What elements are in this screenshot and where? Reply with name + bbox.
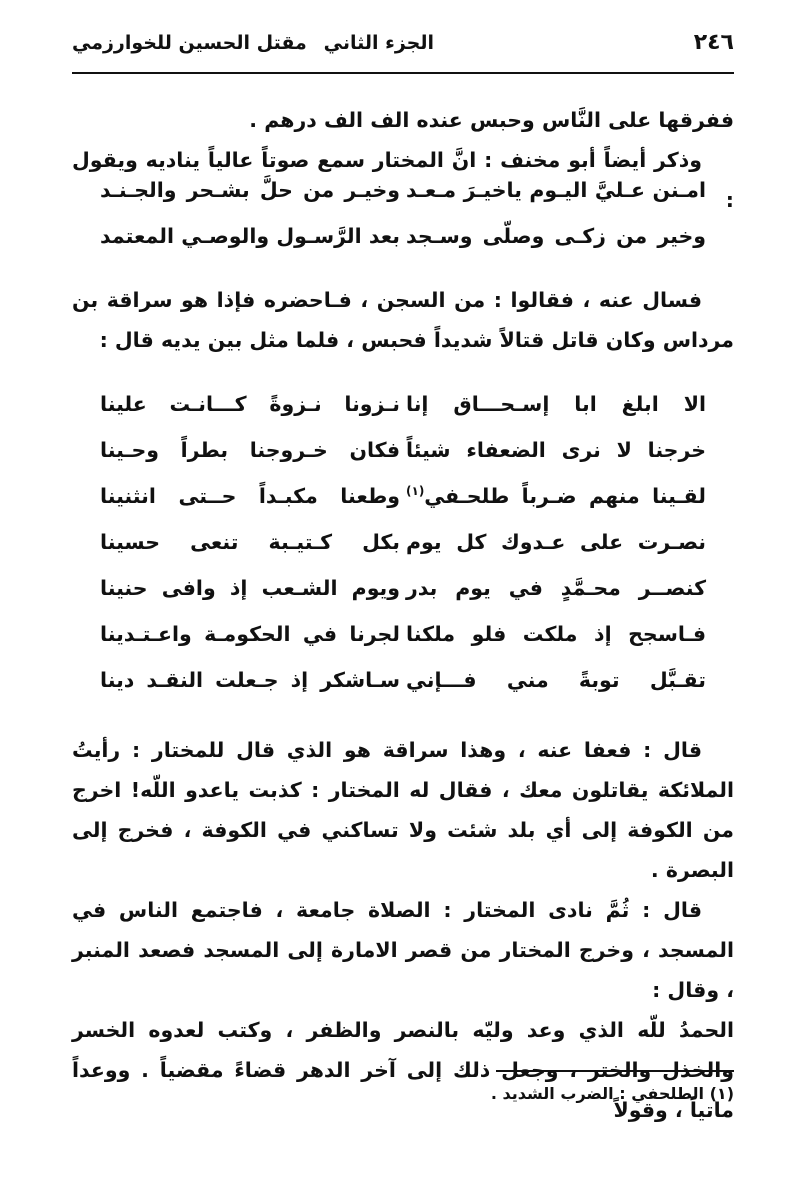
paragraph: وذكر أيضاً أبو مخنف : انَّ المختار سمع صوتاً عالياً يناديه ويقول : xyxy=(72,148,734,212)
prose-block-2 xyxy=(72,280,734,360)
verse-line xyxy=(100,622,706,668)
part-title: الجزء الثاني xyxy=(323,32,434,54)
verse-second-hemistich: وخيـر من حلَّ بشـحر والجـنـد xyxy=(100,178,400,202)
verse-second-hemistich: فكان خـروجنا بطراً وحـينا xyxy=(100,438,400,462)
verse-line xyxy=(100,392,706,438)
paragraph: قال : فعفا عنه ، وهذا سراقة هو الذي قال للمختار : رأيتُ الملائكة يقاتلون معك ، فقال له المختار : كذبت ياعدو اللّه! اخرج من الكوفة إلى أي بلد شئت ولا تساكني في الكوفة ، فخرج إلى البصرة . xyxy=(72,738,734,882)
verse-second-hemistich: ويوم الشـعب إذ وافى حنينا xyxy=(100,576,400,600)
verse-first-hemistich: وخير من زكـى وصلّى وسـجد xyxy=(406,224,706,248)
paragraph: قال : ثُمَّ نادى المختار : الصلاة جامعة ، فاجتمع الناس في المسجد ، وخرج المختار من قصر الامارة إلى المسجد فصعد المنبر ، وقال : xyxy=(72,898,734,1002)
verse-second-hemistich: بعد الرَّسـول والوصـي المعتمد xyxy=(100,224,400,248)
verse-line xyxy=(100,438,706,484)
footnote-divider xyxy=(496,1070,734,1072)
verse-second-hemistich: لجرنا في الحكومـة واعـتـدينا xyxy=(100,622,400,646)
hemistich-text: لقـينا منهم ضـرباً طلحـفي xyxy=(424,484,706,508)
paragraph: فسال عنه ، فقالوا : من السجن ، فـاحضره فإذا هو سراقة بن مرداس وكان قاتل قتالاً شديداً فحبس ، فلما مثل بين يديه قال : xyxy=(72,288,734,352)
verse-second-hemistich: وطعنا مكبـداً حــتى انثنينا xyxy=(100,484,400,508)
paragraph: الحمدُ للّه الذي وعد وليّه بالنصر والظفر ، وكتب لعدوه الخسر والخذل والختر ، وجعل ذلك إلى آخر الدهر قضاءً مقضياً . ووعداً ماتياً ، وقولاً xyxy=(72,1018,734,1122)
verse-first-hemistich: خرجنا لا نرى الضعفاء شيئاً xyxy=(406,438,706,462)
paragraph: ففرقها على النَّاس وحبس عنده الف الف درهم . xyxy=(249,108,734,132)
page-number: ٢٤٦ xyxy=(693,30,734,55)
footnote-marker[interactable]: (١) xyxy=(406,484,425,499)
running-header xyxy=(72,28,734,68)
book-title: مقتل الحسين للخوارزمي xyxy=(72,32,307,54)
verse-line xyxy=(100,178,706,224)
footnote: (١) الطلحفي : الضرب الشديد . xyxy=(490,1084,734,1103)
verse-first-hemistich: تقـبَّل توبةً مني فـــإني xyxy=(406,668,706,692)
verse-second-hemistich: بكل كـتيـبة تنعى حسينا xyxy=(100,530,400,554)
poem-2 xyxy=(100,392,706,714)
verse-second-hemistich: نـزونا نـزوةً كـــانـت علينا xyxy=(100,392,400,416)
header-divider xyxy=(72,72,734,74)
verse-first-hemistich: نصـرت على عـدوك كل يوم xyxy=(406,530,706,554)
verse-line xyxy=(100,484,706,530)
verse-line xyxy=(100,530,706,576)
poem-1 xyxy=(100,178,706,270)
verse-second-hemistich: سـاشكر إذ جـعلت النقـد دينا xyxy=(100,668,400,692)
verse-first-hemistich: فـاسجح إذ ملكت فلو ملكنا xyxy=(406,622,706,646)
verse-first-hemistich xyxy=(406,484,706,508)
verse-line xyxy=(100,576,706,622)
verse-first-hemistich: كنصــر محـمَّدٍ في يوم بدر xyxy=(406,576,706,600)
verse-first-hemistich: الا ابلغ ابا إسـحـــاق إنا xyxy=(406,392,706,416)
verse-line xyxy=(100,224,706,270)
verse-line xyxy=(100,668,706,714)
verse-first-hemistich: امـنن عـليَّ اليـوم ياخيـرَ مـعـد xyxy=(406,178,706,202)
